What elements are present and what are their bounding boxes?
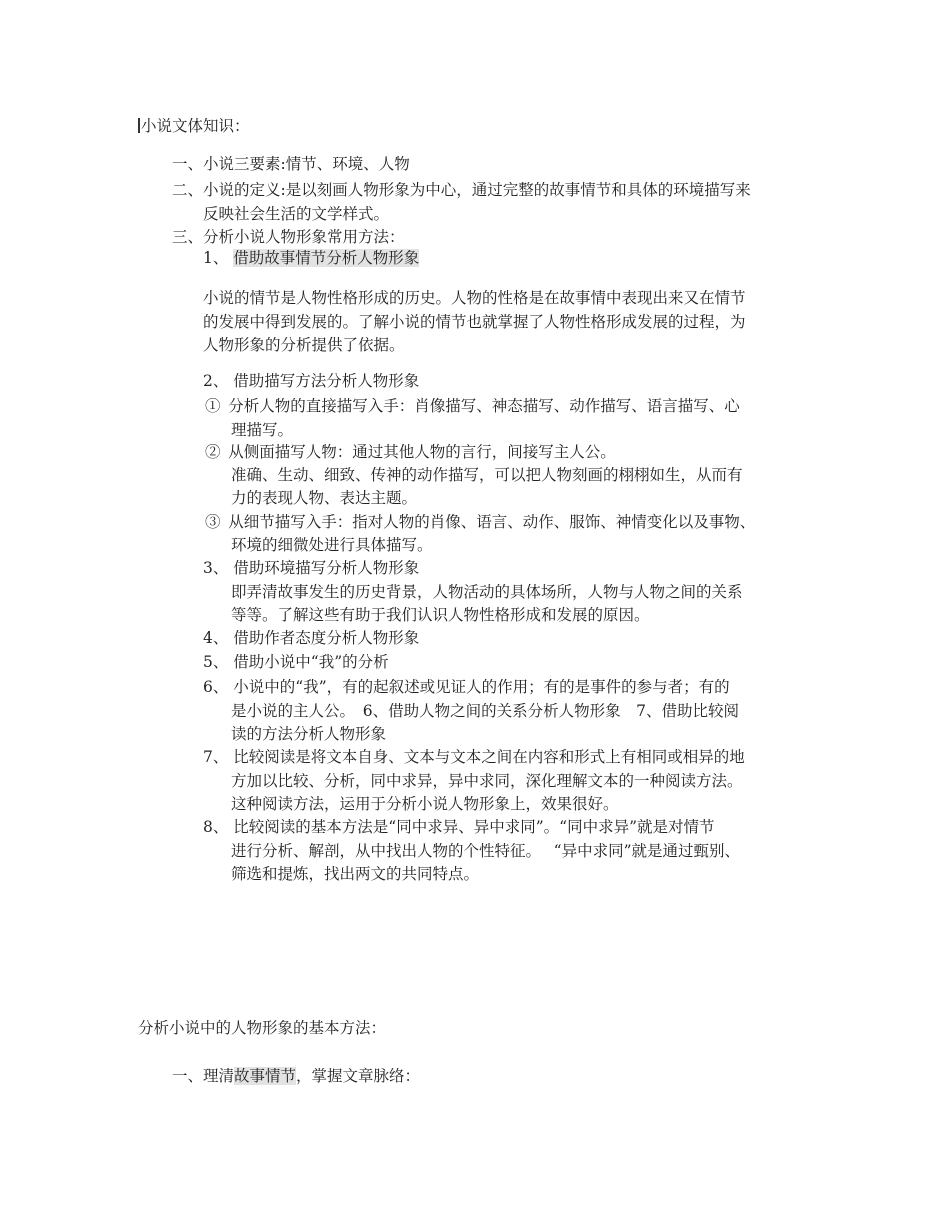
circle-item-2-cont2: 力的表现人物、表达主题。 (231, 489, 418, 507)
item-6: 6、 小说中的“我”，有的起叙述或见证人的作用；有的是事件的参与者；有的 (203, 678, 730, 696)
section-3: 三、分析小说人物形象常用方法： (172, 228, 405, 246)
item-8-cont1: 进行分析、解剖，从中找出人物的个性特征。 “异中求同”就是通过甄别、 (231, 842, 741, 860)
item-2-heading: 2、 借助描写方法分析人物形象 (203, 372, 420, 390)
highlighted-text: 故事情节 (234, 1067, 297, 1085)
item-1-heading: 1、 借助故事情节分析人物形象 (203, 249, 420, 267)
item-3-desc-line2: 等等。了解这些有助于我们认识人物性格形成和发展的原因。 (231, 606, 650, 624)
section-1: 一、小说三要素:情节、环境、人物 (172, 155, 410, 173)
circle-item-1-cont: 理描写。 (231, 421, 294, 439)
section-2: 二、小说的定义:是以刻画人物形象为中心，通过完整的故事情节和具体的环境描写来 (172, 181, 751, 199)
text-cursor (138, 118, 140, 133)
circle-item-3: ③ 从细节描写入手：指对人物的肖像、语言、动作、服饰、神情变化以及事物、 (205, 513, 756, 531)
paragraph-1-line2: 的发展中得到发展的。了解小说的情节也就掌握了人物性格形成发展的过程，为 (203, 313, 746, 331)
item-3-heading: 3、 借助环境描写分析人物形象 (203, 559, 420, 577)
highlighted-text: 借助故事情节分析人物形象 (233, 249, 420, 267)
item-8: 8、 比较阅读的基本方法是“同中求异、异中求同”。“同中求异”就是对情节 (203, 818, 715, 836)
circle-item-2-cont1: 准确、生动、细致、传神的动作描写，可以把人物刻画的栩栩如生，从而有 (231, 466, 743, 484)
paragraph-1-line1: 小说的情节是人物性格形成的历史。人物的性格是在故事情中表现出来又在情节 (203, 289, 746, 307)
method-1: 一、理清故事情节，掌握文章脉络： (172, 1067, 421, 1085)
item-6-cont2: 读的方法分析人物形象 (231, 725, 387, 743)
item-4-heading: 4、 借助作者态度分析人物形象 (203, 629, 420, 647)
doc-title: 小说文体知识： (138, 114, 250, 138)
circle-item-3-cont: 环境的细微处进行具体描写。 (231, 536, 433, 554)
item-7: 7、 比较阅读是将文本自身、文本与文本之间在内容和形式上有相同或相异的地 (203, 748, 745, 766)
item-8-cont2: 筛选和提炼，找出两文的共同特点。 (231, 865, 480, 883)
section-heading-methods: 分析小说中的人物形象的基本方法： (138, 1019, 387, 1037)
circle-item-1: ① 分析人物的直接描写入手：肖像描写、神态描写、动作描写、语言描写、心 (205, 397, 740, 415)
item-3-desc-line1: 即弄清故事发生的历史背景，人物活动的具体场所，人物与人物之间的关系 (231, 583, 743, 601)
item-7-cont1: 方加以比较、分析，同中求异，异中求同，深化理解文本的一种阅读方法。 (231, 772, 743, 790)
item-5-heading: 5、 借助小说中“我”的分析 (203, 653, 389, 671)
paragraph-1-line3: 人物形象的分析提供了依据。 (203, 336, 405, 354)
section-2-cont: 反映社会生活的文学样式。 (203, 205, 390, 223)
item-7-cont2: 这种阅读方法，运用于分析小说人物形象上，效果很好。 (231, 795, 619, 813)
circle-item-2: ② 从侧面描写人物：通过其他人物的言行，间接写主人公。 (205, 443, 616, 461)
item-6-cont1: 是小说的主人公。 6、借助人物之间的关系分析人物形象 7、借助比较阅 (231, 702, 739, 720)
